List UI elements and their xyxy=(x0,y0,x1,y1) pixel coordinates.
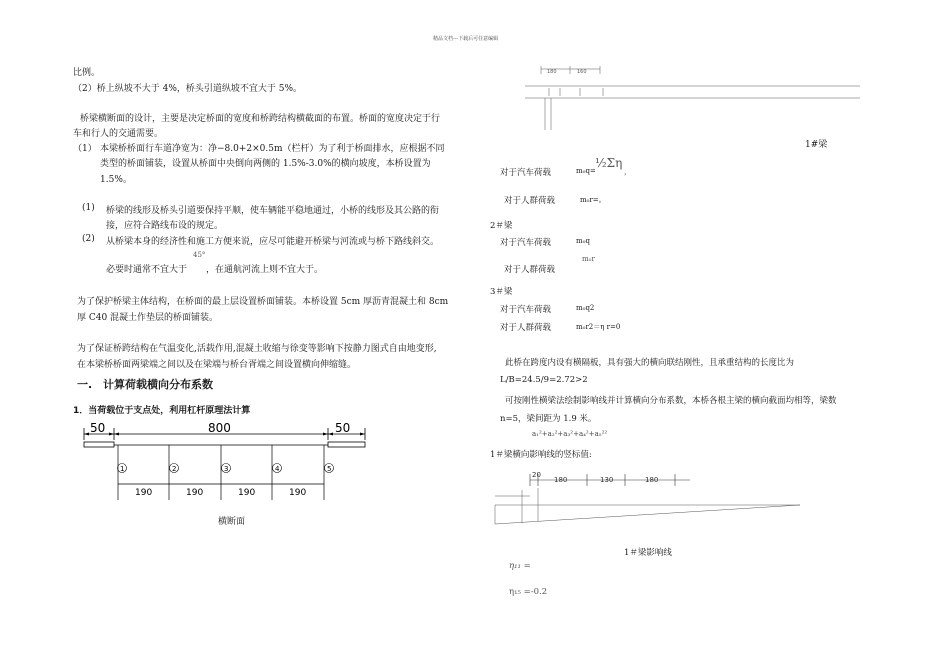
spacing-label: 190 xyxy=(135,488,153,498)
section-number: 一. xyxy=(77,378,93,391)
math-formula: η₁₁ = xyxy=(509,561,531,571)
spacing-label: 190 xyxy=(186,488,204,498)
svg-text:2: 2 xyxy=(172,465,177,473)
girder-marker-5 xyxy=(325,464,334,474)
formula-line: L/B=24.5/9=2.72>2 xyxy=(500,375,588,385)
paragraph-line: 为了保护桥梁主体结构，在桥面的最上层设置桥面铺装。本桥设置 5cm 厚沥青混凝土和 8cm xyxy=(77,297,449,307)
paragraph-line: n=5，梁间距为 1.9 米。 xyxy=(500,414,597,424)
svg-text:20: 20 xyxy=(532,471,541,479)
paragraph-line: 此桥在跨度内设有横隔板，具有强大的横向联结刚性，且承重结构的长度比为 xyxy=(505,358,795,368)
list-number: (2) xyxy=(82,234,95,244)
text-line: （2）桥上纵坡不大于 4%，桥头引道纵坡不宜大于 5%。 xyxy=(73,84,303,94)
math-symbol: ， xyxy=(624,168,631,176)
text-line: 3＃梁 xyxy=(490,287,513,297)
svg-text:160: 160 xyxy=(577,69,587,75)
svg-text:4: 4 xyxy=(275,465,280,473)
list-item-text: 类型的桥面铺装，设置从桥面中央倒向两侧的 1.5%-3.0%的横向坡度，本桥设置为 xyxy=(100,159,431,169)
dim-label: 50 xyxy=(335,421,351,435)
list-item-text: 桥梁的线形及桥头引道要保持平顺，使车辆能平稳地通过，小桥的线形及其公路的衔 xyxy=(106,206,440,216)
svg-text:180: 180 xyxy=(554,476,568,484)
math-symbol: m₀q xyxy=(576,237,590,245)
paragraph-line: 可按刚性横梁法绘制影响线并计算横向分布系数，本桥各根主梁的横向截面均相等，梁数 xyxy=(505,396,837,406)
influence-line xyxy=(495,505,800,524)
list-item-text: 本梁桥桥面行车道净宽为：净−8.0+2×0.5m（栏杆）为了利于桥面排水，应根据不同 xyxy=(100,144,445,154)
math-symbol: m₀r=。 xyxy=(580,196,606,204)
spacing-label: 190 xyxy=(289,488,307,498)
math-symbol: m₀r2＝η r=0 xyxy=(576,323,621,331)
page-header: 精品文档---下载后可任意编辑 xyxy=(433,36,499,42)
text-line: 对于人群荷载 xyxy=(500,323,552,333)
paragraph-line: 车和行人的交通需要。 xyxy=(73,129,164,139)
dim-label: 800 xyxy=(208,421,231,435)
list-item-text: 从桥梁本身的经济性和施工方便来说，应尽可能避开桥梁与河流或与桥下路线斜交。 xyxy=(106,237,440,247)
list-item-text: ，在通航河流上则不宜大于。 xyxy=(206,265,324,275)
svg-text:180: 180 xyxy=(547,69,557,75)
figure-label: 1#梁 xyxy=(805,140,828,150)
section-heading: 计算荷载横向分布系数 xyxy=(103,378,213,391)
list-item-text: 必要时通常不宜大于 xyxy=(106,265,188,275)
list-item-text: 接，应符合路线布设的规定。 xyxy=(106,221,224,231)
text-line: 对于人群荷载 xyxy=(504,265,556,275)
svg-text:5: 5 xyxy=(327,465,332,473)
math-symbol: m₀q= xyxy=(576,167,596,175)
influence-line-figure xyxy=(490,468,800,526)
text-line: 对于人群荷载 xyxy=(504,196,556,206)
svg-text:180: 180 xyxy=(645,476,659,484)
subsection-heading: 1．当荷载位于支点处，利用杠杆原理法计算 xyxy=(73,406,251,416)
text-line: 1＃梁横向影响线的竖标值: xyxy=(490,450,592,460)
list-item-text: 1.5%。 xyxy=(100,175,132,185)
list-number: （1） xyxy=(73,144,97,154)
girder-marker-1 xyxy=(118,464,127,474)
svg-text:130: 130 xyxy=(600,476,614,484)
spacing-label: 190 xyxy=(238,488,256,498)
math-formula: a₁²+a₂²+a₃²+a₄²+a₅²² xyxy=(532,430,608,438)
text-line: 对于汽车荷载 xyxy=(500,305,552,315)
paragraph-line: 在本梁桥桥面两梁端之间以及在梁端与桥台胥端之间设置横向伸缩缝。 xyxy=(77,360,357,370)
girder-marker-2 xyxy=(170,464,179,474)
math-formula: η₁₅ =-0.2 xyxy=(509,587,548,597)
cross-section-diagram xyxy=(80,418,370,500)
svg-text:1: 1 xyxy=(120,465,125,473)
text-line: 对于汽车荷载 xyxy=(500,238,552,248)
figure-caption: 横断面 xyxy=(218,517,246,527)
paragraph-line: 为了保证桥跨结构在气温变化,活载作用,混凝土收缩与徐变等影响下按静力图式自由地变形, xyxy=(77,344,437,354)
angle-formula: 45° xyxy=(193,251,206,259)
text-line: 对于汽车荷载 xyxy=(500,168,552,178)
list-number: (1) xyxy=(82,203,95,213)
girder-marker-4 xyxy=(273,464,282,474)
math-formula: ½Ση xyxy=(595,156,623,170)
paragraph-line: 厚 C40 混凝土作垫层的桥面铺装。 xyxy=(77,313,219,323)
math-symbol: m₀q2 xyxy=(576,304,595,312)
dim-label: 50 xyxy=(90,421,106,435)
influence-line-figure-top xyxy=(515,64,860,130)
paragraph-line: 桥梁横断面的设计，主要是决定桥面的宽度和桥跨结构横截面的布置。桥面的宽度决定于行 xyxy=(80,114,441,124)
text-line: 2＃梁 xyxy=(490,221,513,231)
girder-marker-3 xyxy=(222,464,231,474)
figure-caption: 1＃梁影响线 xyxy=(624,548,672,558)
math-symbol: m₀r xyxy=(582,255,595,263)
text-line: 比例。 xyxy=(73,68,101,78)
svg-text:3: 3 xyxy=(224,465,229,473)
